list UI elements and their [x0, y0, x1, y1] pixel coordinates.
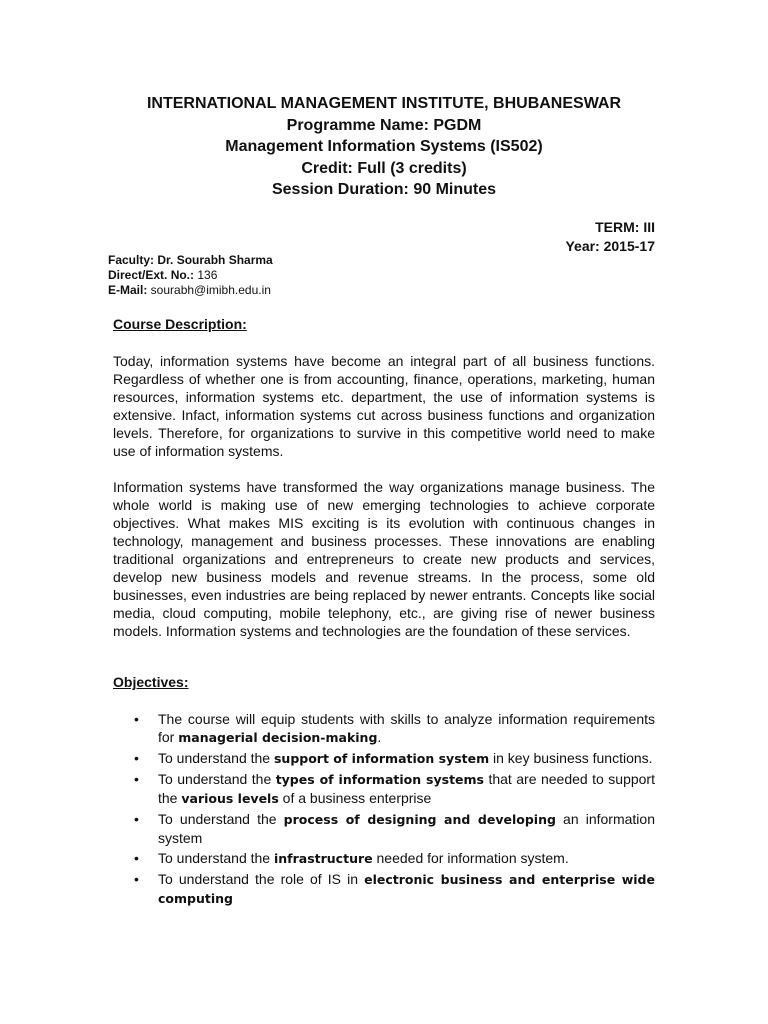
description-paragraph-2: Information systems have transformed the way organizations manage business. The whole world is making use of new emerging technologies to achieve corporate objectives. What makes MIS exciting is its evolution with continuous changes in technology, management and business processes. These innovations are enabling traditional organizations and entrepreneurs to create new products and services, develop new business models and revenue streams. In the process, some old businesses, even industries are being replaced by newer entrants. Concepts like social media, cloud computing, mobile telephony, etc., are giving rise of newer business models. Information systems and technologies are the foundation of these services.	[113, 479, 655, 639]
ext-value: 136	[194, 268, 218, 282]
objectives-heading: Objectives:	[113, 674, 189, 690]
credit-info: Credit: Full (3 credits)	[301, 159, 467, 177]
objective-item: • To understand the role of IS in electronic business and enterprise wide computing	[134, 870, 655, 908]
ext-label: Direct/Ext. No.:	[108, 268, 195, 282]
faculty-line	[108, 253, 273, 268]
objective-item: • To understand the infrastructure needed for information system.	[134, 849, 655, 868]
faculty-value: : Dr. Sourabh Sharma	[150, 253, 273, 267]
institute-name: INTERNATIONAL MANAGEMENT INSTITUTE, BHUBANESWAR	[146, 95, 622, 112]
course-description-heading: Course Description:	[113, 316, 247, 332]
email-value: sourabh@imibh.edu.in	[147, 283, 271, 297]
document-header	[60, 93, 708, 201]
year-label: Year: 2015-17	[565, 238, 655, 254]
description-paragraph-1: Today, information systems have become an integral part of all business functions. Regardless of whether one is from accounting, finance, operations, marketing, human resources, information systems etc. department, the use of information systems is extensive. Infact, information systems cut across business functions and organization levels. Therefore, for organizations to survive in this competitive world need to make use of information systems.	[113, 353, 655, 459]
objective-item: • The course will equip students with skills to analyze information requirements for managerial decision-making.	[134, 710, 655, 747]
session-duration: Session Duration: 90 Minutes	[271, 181, 497, 198]
term-block	[565, 218, 655, 256]
objectives-list	[134, 710, 655, 910]
faculty-info	[108, 253, 273, 298]
course-title: Management Information Systems (IS502)	[225, 138, 543, 155]
objective-item: • To understand the types of information systems that are needed to support the various levels of a business enterprise	[134, 770, 655, 808]
term-label: TERM: III	[595, 219, 655, 235]
email-line	[108, 283, 273, 298]
objective-item: • To understand the process of designing and developing an information system	[134, 810, 655, 847]
faculty-label: Faculty	[108, 253, 151, 267]
ext-line	[108, 268, 273, 283]
programme-name: Programme Name: PGDM	[286, 116, 482, 134]
objective-item: • To understand the support of information system in key business functions.	[134, 749, 655, 768]
email-label: E-Mail:	[108, 283, 148, 297]
